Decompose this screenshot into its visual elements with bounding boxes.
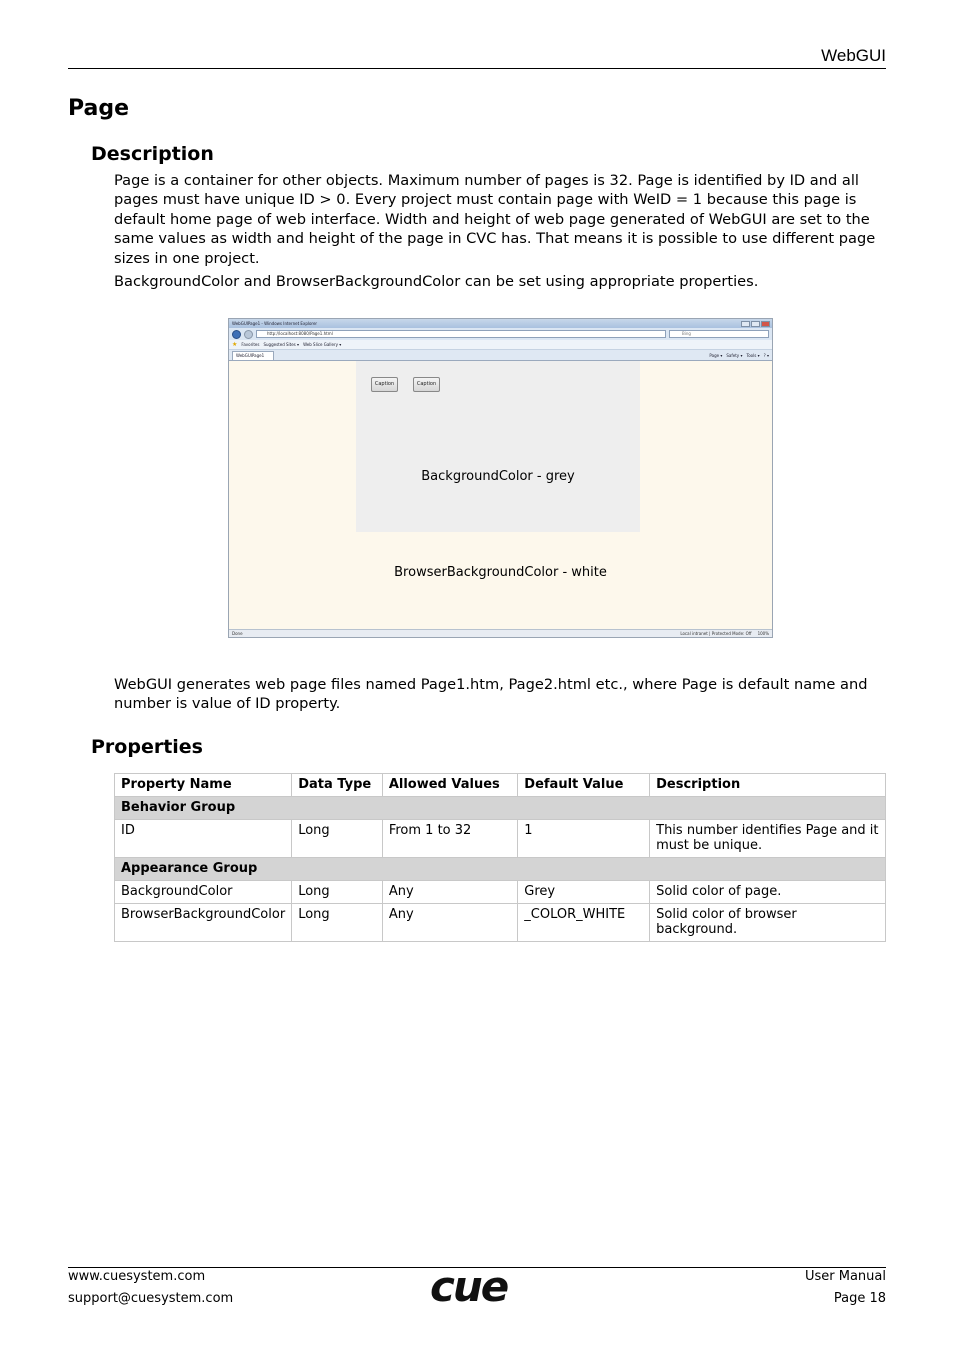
table-cell: Long <box>292 881 383 904</box>
table-cell: Long <box>292 904 383 942</box>
group-row-appearance <box>115 858 886 881</box>
suggested-sites-link: Suggested Sites ▾ <box>263 342 300 347</box>
properties-table <box>114 773 886 942</box>
search-field: Bing <box>669 330 769 338</box>
command-page: Page ▾ <box>709 353 723 358</box>
url-field: http://localhost:8080/Page1.html <box>256 330 666 338</box>
table-row <box>115 881 886 904</box>
column-header: Description <box>650 774 886 797</box>
table-cell: _COLOR_WHITE <box>518 904 650 942</box>
table-cell: This number identifies Page and it must be unique. <box>650 820 886 858</box>
table-cell: Any <box>382 904 517 942</box>
column-header: Data Type <box>292 774 383 797</box>
minimize-icon <box>741 321 750 327</box>
column-header: Default Value <box>518 774 650 797</box>
cue-logo: cue <box>430 1262 508 1311</box>
forward-icon <box>244 330 253 339</box>
header-rule <box>68 68 886 69</box>
favorites-bar <box>229 340 772 350</box>
table-cell: Any <box>382 881 517 904</box>
webgui-page-area <box>356 361 640 532</box>
table-cell: From 1 to 32 <box>382 820 517 858</box>
command-bar <box>709 353 772 360</box>
favorites-label: Favorites <box>241 342 260 347</box>
caption-button-1: Caption <box>371 377 398 392</box>
footer-page-number: Page 18 <box>833 1291 886 1306</box>
table-cell: 1 <box>518 820 650 858</box>
browser-screenshot <box>228 318 773 638</box>
properties-heading: Properties <box>91 736 203 758</box>
window-controls <box>741 321 772 327</box>
browser-tab: WebGUIPage1 <box>232 351 274 360</box>
browser-content-area <box>229 361 772 630</box>
browser-status-bar <box>229 629 772 637</box>
browser-window-title: WebGUIPage1 - Windows Internet Explorer <box>232 321 318 326</box>
maximize-icon <box>751 321 760 327</box>
table-cell: Grey <box>518 881 650 904</box>
table-row <box>115 820 886 858</box>
back-icon <box>232 330 241 339</box>
table-cell: BackgroundColor <box>115 881 292 904</box>
browser-address-bar <box>229 328 772 340</box>
table-cell: BrowserBackgroundColor <box>115 904 292 942</box>
table-cell: ID <box>115 820 292 858</box>
description-paragraph-2: BackgroundColor and BrowserBackgroundColor can be set using appropriate properties. <box>114 273 759 290</box>
status-zoom: 100% <box>757 631 769 636</box>
column-header: Allowed Values <box>382 774 517 797</box>
group-label: Behavior Group <box>115 797 292 820</box>
footer-manual: User Manual <box>804 1269 886 1284</box>
group-row-behavior <box>115 797 886 820</box>
table-row <box>115 904 886 942</box>
favorites-star-icon: ★ <box>232 341 238 348</box>
running-header: WebGUI <box>821 46 886 65</box>
page-background-label: BackgroundColor - grey <box>421 469 575 484</box>
group-label: Appearance Group <box>115 858 292 881</box>
close-icon <box>761 321 770 327</box>
browser-titlebar <box>229 319 772 328</box>
command-tools: Tools ▾ <box>746 353 760 358</box>
browser-tab-strip <box>229 350 772 361</box>
column-header: Property Name <box>115 774 292 797</box>
caption-button-2: Caption <box>413 377 440 392</box>
status-zone: Local intranet | Protected Mode: Off <box>680 631 752 636</box>
description-paragraph-1: Page is a container for other objects. Maximum number of pages is 32. Page is identified by ID and all pages must have unique ID > 0. Every project must contain page with WeID = 1 because this page is default home page of web interface. Width and height of web page generated of WebGUI are set to the same values as width and height of the page in CVC has. That means it is possible to use different page sizes in one project. <box>114 172 876 267</box>
command-safety: Safety ▾ <box>726 353 743 358</box>
status-text: Done <box>232 631 243 636</box>
web-slice-link: Web Slice Gallery ▾ <box>303 342 342 347</box>
table-cell: Long <box>292 820 383 858</box>
table-cell: Solid color of page. <box>650 881 886 904</box>
footer-email: support@cuesystem.com <box>68 1291 234 1306</box>
browser-background-label: BrowserBackgroundColor - white <box>394 565 607 580</box>
table-cell: Solid color of browser background. <box>650 904 886 942</box>
footer-website: www.cuesystem.com <box>68 1269 206 1284</box>
description-heading: Description <box>91 143 214 165</box>
table-header-row <box>115 774 886 797</box>
page-title: Page <box>68 96 130 121</box>
command-help: ? ▾ <box>763 353 769 358</box>
webgui-files-paragraph: WebGUI generates web page files named Page1.htm, Page2.html etc., where Page is default name and number is value of ID property. <box>114 676 868 713</box>
